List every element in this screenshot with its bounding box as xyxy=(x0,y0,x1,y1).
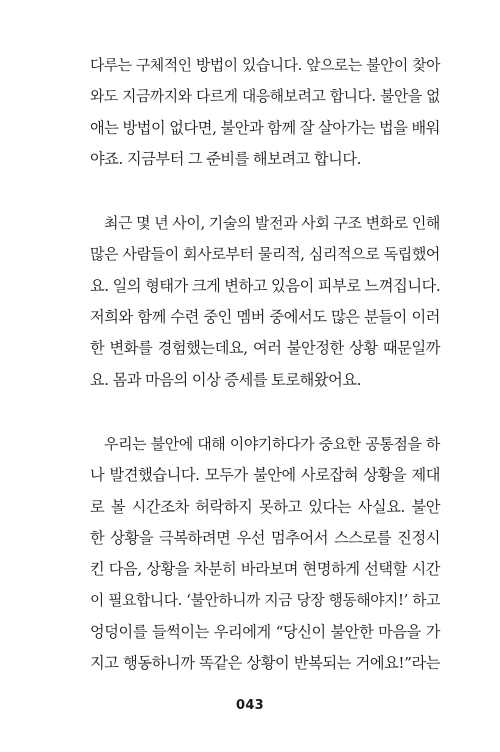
text-line: 많은 사람들이 회사로부터 물리적, 심리적으로 독립했어 xyxy=(90,245,440,264)
text-line: 우리는 불안에 대해 이야기하다가 중요한 공통점을 하 xyxy=(104,434,440,453)
text-line: 최근 몇 년 사이, 기술의 발전과 사회 구조 변화로 인해 xyxy=(104,214,440,233)
paragraph-spacer xyxy=(90,396,440,429)
paragraph-2 xyxy=(90,208,440,396)
text-line: 로 볼 시간조차 허락하지 못하고 있다는 사실요. 불안 xyxy=(90,497,440,516)
text-line: 다루는 구체적인 방법이 있습니다. 앞으로는 불안이 찾아 xyxy=(90,57,440,74)
paragraph-spacer xyxy=(90,175,440,208)
text-line: 한 상황을 극복하려면 우선 멈추어서 스스로를 진정시 xyxy=(90,528,440,547)
text-line: 저희와 함께 수련 중인 멤버 중에서도 많은 분들이 이러 xyxy=(90,308,440,327)
text-line: 나 발견했습니다. 모두가 불안에 사로잡혀 상황을 제대 xyxy=(90,466,440,485)
text-line: 와도 지금까지와 다르게 대응해보려고 합니다. 불안을 없 xyxy=(90,88,440,106)
text-line: 킨 다음, 상황을 차분히 바라보며 현명하게 선택할 시간 xyxy=(90,560,440,579)
paragraph-1 xyxy=(90,50,440,175)
text-line: 요. 일의 형태가 크게 변하고 있음이 피부로 느껴집니다. xyxy=(90,276,441,295)
page-number: 043 xyxy=(235,698,265,713)
text-line: 애는 방법이 없다면, 불안과 함께 잘 살아가는 법을 배워 xyxy=(90,118,440,137)
text-line: 지고 행동하니까 똑같은 상황이 반복되는 거에요!”라는 xyxy=(90,654,440,673)
text-line: 한 변화를 경험했는데요, 여러 불안정한 상황 때문일까 xyxy=(90,339,440,358)
paragraph-3 xyxy=(90,429,440,679)
body-text xyxy=(90,50,440,679)
text-line: 요. 몸과 마음의 이상 증세를 토로해왔어요. xyxy=(90,370,362,389)
text-line: 이 필요합니다. ‘불안하니까 지금 당장 행동해야지!’ 하고 xyxy=(90,592,440,610)
text-line: 야죠. 지금부터 그 준비를 해보려고 합니다. xyxy=(90,149,362,168)
text-line: 엉덩이를 들썩이는 우리에게 “당신이 불안한 마음을 가 xyxy=(90,622,440,641)
